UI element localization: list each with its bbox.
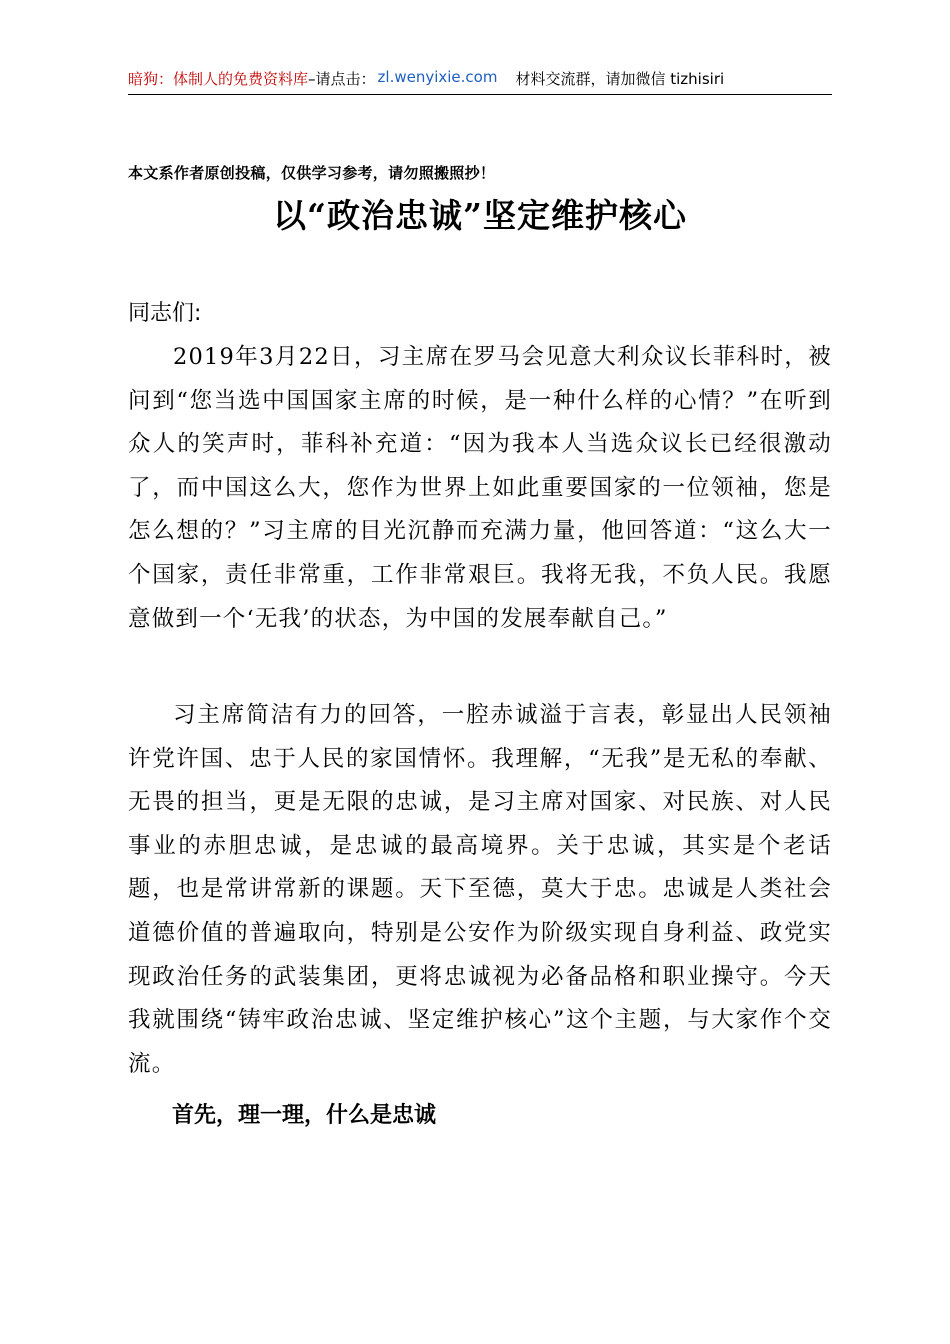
page-header (128, 68, 832, 95)
greeting: 同志们: (128, 301, 202, 326)
header-brand: 暗狗：体制人的免费资料库 (128, 70, 309, 88)
section-heading: 首先，理一理，什么是忠诚 (172, 1103, 437, 1128)
header-contact: 材料交流群，请加微信 tizhisiri (515, 70, 725, 88)
paragraph: 2019年3月22日，习主席在罗马会见意大利众议长菲科时，被问到“您当选中国国家主席的时候，是一种什么样的心情？”在听到众人的笑声时，菲科补充道：“因为我本人当选众议长已经很激动了，而中国这么大，您作为世界上如此重要国家的一位领袖，您是怎么想的？”习主席的目光沉静而充满力量，他回答道：“这么大一个国家，责任非常重，工作非常艰巨。我将无我，不负人民。我愿意做到一个‘无我’的状态，为中国的发展奉献自己。” (128, 344, 832, 632)
header-url-link[interactable]: zl.wenyixie.com (377, 68, 498, 86)
paragraph-2-block (128, 694, 832, 1086)
paragraph: 习主席简洁有力的回答，一腔赤诚溢于言表，彰显出人民领袖许党许国、忠于人民的家国情怀。我理解，“无我”是无私的奉献、无畏的担当，更是无限的忠诚，是习主席对国家、对民族、对人民事业的赤胆忠诚，是忠诚的最高境界。关于忠诚，其实是个老话题，也是常讲常新的课题。天下至德，莫大于忠。忠诚是人类社会道德价值的普遍取向，特别是公安作为阶级实现自身利益、政党实现政治任务的武装集团，更将忠诚视为必备品格和职业操守。今天我就围绕“铸牢政治忠诚、坚定维护核心”这个主题，与大家作个交流。 (128, 702, 832, 1077)
document-title: 以“政治忠诚”坚定维护核心 (273, 196, 687, 235)
paragraph-1-block (128, 336, 832, 641)
copyright-notice: 本文系作者原创投稿，仅供学习参考，请勿照搬照抄！ (128, 164, 496, 182)
header-click-prompt: –请点击： (308, 70, 376, 88)
